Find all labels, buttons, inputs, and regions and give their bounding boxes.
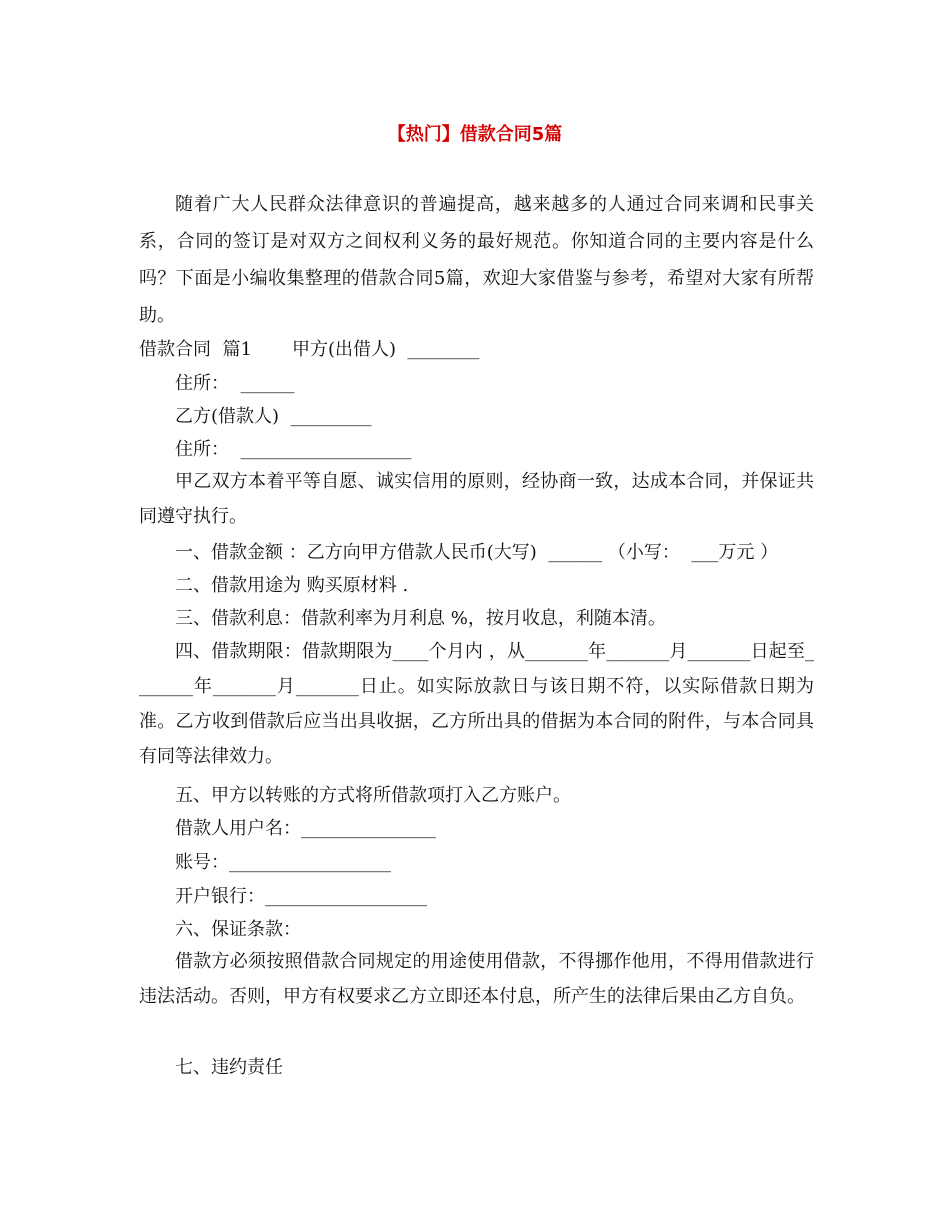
bank-line: 开户银行：__________________ bbox=[175, 886, 427, 907]
clause-breach-heading: 七、违约责任 bbox=[175, 1057, 283, 1078]
address-party-a: 住所： ______ bbox=[175, 373, 295, 394]
clause-loan-purpose: 二、借款用途为 购买原材料 . bbox=[175, 575, 409, 596]
clause-loan-interest: 三、借款利息：借款利率为月利息 %，按月收息，利随本清。 bbox=[175, 608, 666, 629]
clause-transfer: 五、甲方以转账的方式将所借款项打入乙方账户。 bbox=[175, 785, 571, 806]
account-number-line: 账号：__________________ bbox=[175, 852, 391, 873]
clause-loan-amount: 一、借款金额 ：乙方向甲方借款人民币(大写) ______ （小写： ___万元 ） bbox=[175, 542, 779, 563]
party-b-line: 乙方(借款人) _________ bbox=[175, 406, 372, 427]
intro-paragraph: 随着广大人民群众法律意识的普遍提高，越来越多的人通过合同来调和民事关系，合同的签订是对双方之间权利义务的最好规范。你知道合同的主要内容是什么吗？下面是小编收集整理的借款合同5篇，欢迎大家借鉴与参考，希望对大家有所帮助。 bbox=[139, 194, 814, 326]
contract-heading-line: 借款合同 篇1 甲方(出借人) ________ bbox=[139, 339, 480, 360]
preamble-paragraph: 甲乙双方本着平等自愿、诚实信用的原则，经协商一致，达成本合同，并保证共同遵守执行。 bbox=[139, 471, 814, 527]
clause-guarantee-text: 借款方必须按照借款合同规定的用途使用借款，不得挪作他用，不得用借款进行违法活动。否则，甲方有权要求乙方立即还本付息，所产生的法律后果由乙方自负。 bbox=[139, 951, 814, 1007]
address-party-b: 住所： ___________________ bbox=[175, 439, 412, 460]
clause-loan-term: 四、借款期限：借款期限为____个月内 ，从_______年_______月_______日起至_______年_______月_______日止。如实际放款日与该日期不符，以实际借款日期为准。乙方收到借款后应当出具收据，乙方所出具的借据为本合同的附件，与本合同具有同等法律效力。 bbox=[139, 641, 814, 767]
clause-guarantee-heading: 六、保证条款： bbox=[175, 919, 301, 940]
document-title: 【热门】借款合同5篇 bbox=[387, 124, 563, 145]
account-name-line: 借款人用户名：_______________ bbox=[175, 818, 436, 839]
